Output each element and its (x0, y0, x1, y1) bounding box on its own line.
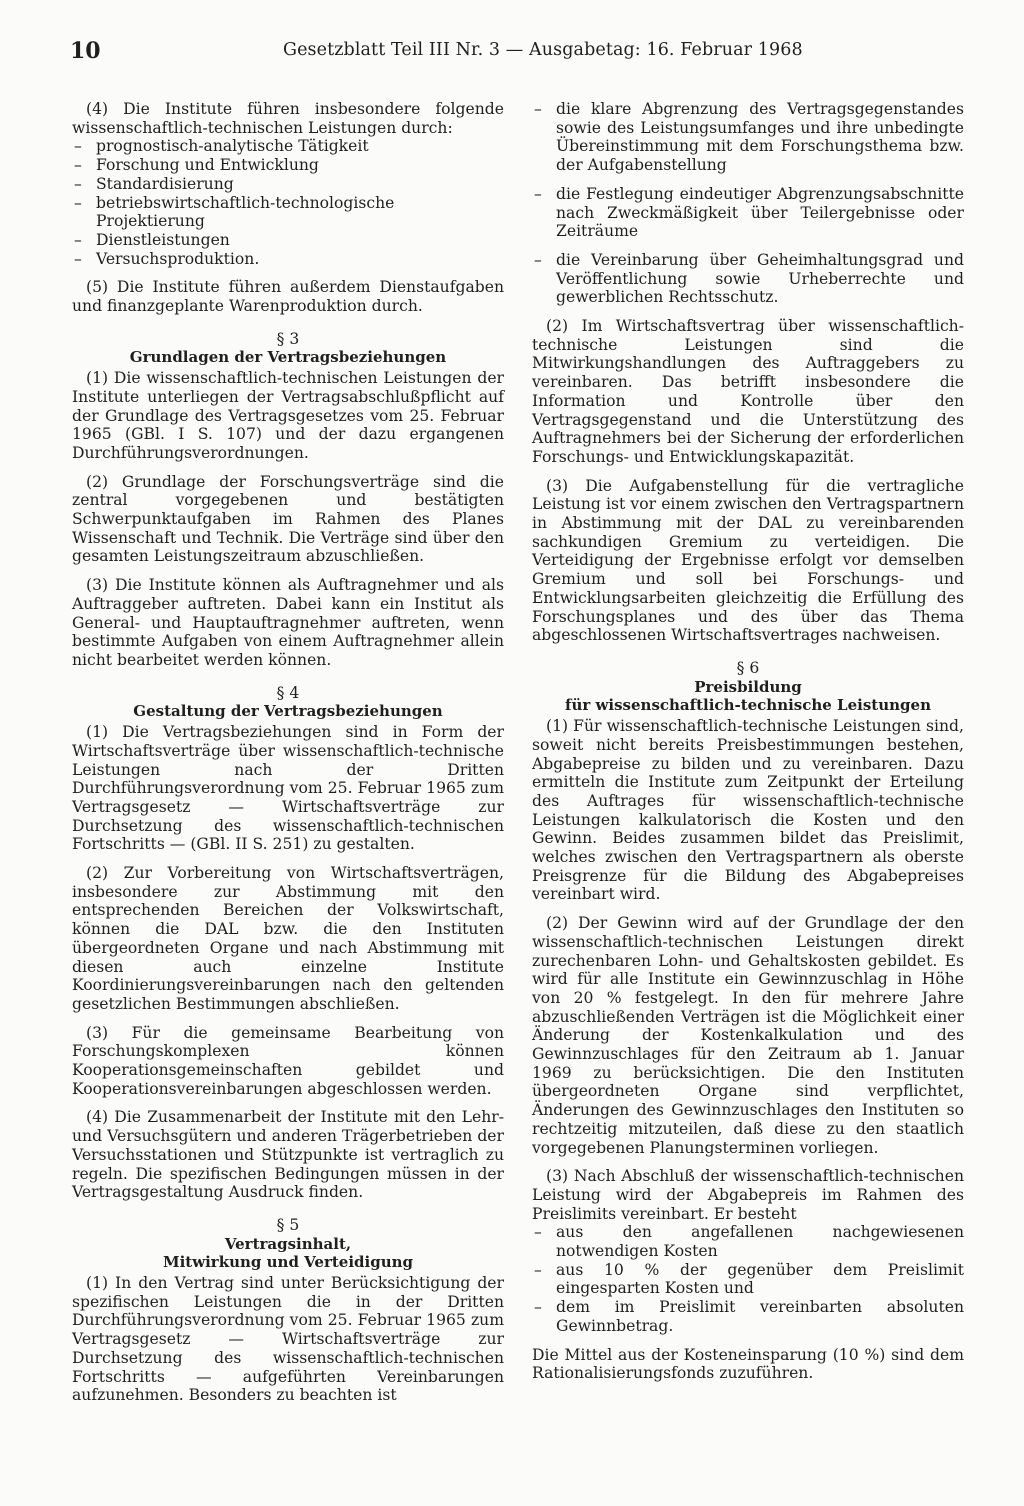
section-6-closing: Die Mittel aus der Kosteneinsparung (10 %) sind dem Rationalisierungsfonds zuzuführen. (532, 1345, 964, 1383)
section-3-title: Grundlagen der Vertragsbeziehungen (129, 348, 447, 367)
paragraph-4-intro: (4) Die Institute führen insbesondere folgende wissenschaftlich-technischen Leistungen durch: (72, 100, 504, 137)
page-header (70, 38, 970, 64)
section-6-paragraph-1: (1) Für wissenschaftlich-technische Leistungen sind, soweit nicht bereits Preisbestimmungen bestehen, Abgabepreise zu bilden und zu vereinbaren. Dazu ermitteln die Institute zum Zeitpunkt der Erteilung des Auftrages für wissenschaftlich-technische Leistungen kalkulatorisch die Kosten und den Gewinn. Beides zusammen bildet das Preislimit, welches zwischen den Vertragspartnern als oberste Preisgrenze für die Bildung des Abgabepreises vereinbart wird. (532, 717, 964, 904)
section-3-paragraph-3: (3) Die Institute können als Auftragnehmer und als Auftraggeber auftreten. Dabei kann ein Institut als General- und Hauptauftragnehmer auftreten, wenn bestimmte Aufgaben von einem Auftragnehmer allein nicht bearbeitet werden können. (72, 576, 504, 669)
list-item: – Dienstleistungen (72, 231, 504, 250)
section-5-number: § 5 (276, 1215, 300, 1234)
list-item: – Versuchsproduktion. (72, 250, 504, 269)
list-item: – die klare Abgrenzung des Vertragsgegenstandes sowie des Leistungsumfanges und ihre unbedingte Übereinstimmung mit dem Forschungsthema bzw. der Aufgabenstellung (532, 100, 964, 175)
list-item: – die Festlegung eindeutiger Abgrenzungsabschnitte nach Zweckmäßigkeit über Teilergebnisse oder Zeiträume (532, 185, 964, 241)
section-5-title-line-1: Vertragsinhalt, (224, 1234, 352, 1253)
section-6-paragraph-2: (2) Der Gewinn wird auf der Grundlage der den wissenschaftlich-technischen Leistungen direkt zurechenbaren Lohn- und Gehaltskosten gebildet. Es wird für alle Institute ein Gewinnzuschlag in Höhe von 20 % festgelegt. In den für mehrere Jahre abzuschließenden Verträgen ist die Möglichkeit einer Änderung der Kostenkalkulation und des Gewinnzuschlages für den Zeitraum ab 1. Januar 1969 zu berücksichtigen. Die den Instituten übergeordneten Organe sind verpflichtet, Änderungen des Gewinnzuschlages den Instituten so rechtzeitig mitzuteilen, daß diese zu den staatlich vorgegebenen Planungsterminen vorliegen. (532, 914, 964, 1157)
section-4-title: Gestaltung der Vertragsbeziehungen (133, 702, 443, 721)
section-5-paragraph-3: (3) Die Aufgabenstellung für die vertragliche Leistung ist vor einem zwischen den Vertragspartnern in Abstimmung mit der DAL zu vereinbarenden sachkundigen Gremium zu verteidigen. Die Verteidigung der Ergebnisse erfolgt vor demselben Gremium und soll bei Forschungs- und Entwicklungsarbeiten gleichzeitig die Erfüllung des Forschungsplanes und des über das Thema abgeschlossenen Wirtschaftsvertrages nachweisen. (532, 476, 964, 645)
contract-requirements-list (532, 100, 964, 307)
section-4-paragraph-3: (3) Für die gemeinsame Bearbeitung von Forschungskomplexen können Kooperationsgemeinschaften gebildet und Kooperationsvereinbarungen abgeschlossen werden. (72, 1023, 504, 1098)
section-4-paragraph-1: (1) Die Vertragsbeziehungen sind in Form der Wirtschaftsverträge über wissenschaftlich-technische Leistungen nach der Dritten Durchführungsverordnung vom 25. Februar 1965 zum Vertragsgesetz — Wirtschaftsverträge zur Durchsetzung des wissenschaftlich-technischen Fortschritts — (GBl. II S. 251) zu gestalten. (72, 723, 504, 854)
list-item: – betriebswirtschaftlich-technologische Projektierung (72, 194, 504, 231)
section-3-number: § 3 (276, 329, 300, 348)
section-4-number: § 4 (276, 683, 300, 702)
section-4-paragraph-2: (2) Zur Vorbereitung von Wirtschaftsverträgen, insbesondere zur Abstimmung mit den entsprechenden Bereichen der Volkswirtschaft, können die DAL bzw. die den Instituten übergeordneten Organe und nach Abstimmung mit diesen auch einzelne Institute Koordinierungsvereinbarungen nach den geltenden gesetzlichen Bestimmungen abschließen. (72, 864, 504, 1013)
running-head: Gesetzblatt Teil III Nr. 3 — Ausgabetag: 16. Februar 1968 (283, 40, 803, 60)
right-column (532, 100, 964, 1393)
page-number: 10 (70, 38, 101, 64)
section-6-number: § 6 (736, 658, 760, 677)
section-6-paragraph-3: (3) Nach Abschluß der wissenschaftlich-technischen Leistung wird der Abgabepreis im Rahmen des Preislimits vereinbart. Er besteht (532, 1167, 964, 1223)
list-item: – dem im Preislimit vereinbarten absoluten Gewinnbetrag. (532, 1298, 964, 1335)
section-6-title-line-1: Preisbildung (694, 677, 802, 696)
section-5-paragraph-2: (2) Im Wirtschaftsvertrag über wissenschaftlich-technische Leistungen sind die Mitwirkungshandlungen des Auftraggebers zu vereinbaren. Das betrifft insbesondere die Information und Kontrolle über den Vertragsgegenstand und die Unterstützung des Auftragnehmers bei der Sicherung der erforderlichen Forschungs- und Entwicklungskapazität. (532, 317, 964, 466)
list-item: – aus 10 % der gegenüber dem Preislimit eingesparten Kosten und (532, 1261, 964, 1298)
paragraph-5: (5) Die Institute führen außerdem Dienstaufgaben und finanzgeplante Warenproduktion durch. (72, 278, 504, 316)
list-item: – die Vereinbarung über Geheimhaltungsgrad und Veröffentlichung sowie Urheberrechte und gewerblichen Rechtsschutz. (532, 251, 964, 307)
left-column (72, 100, 504, 1415)
section-5-paragraph-1: (1) In den Vertrag sind unter Berücksichtigung der spezifischen Leistungen die in der Dritten Durchführungsverordnung vom 25. Februar 1965 zum Vertragsgesetz — Wirtschaftsverträge zur Durchsetzung des wissenschaftlich-technischen Fortschritts — aufgeführten Vereinbarungen aufzunehmen. Besonders zu beachten ist (72, 1274, 504, 1405)
list-item: – Forschung und Entwicklung (72, 156, 504, 175)
section-5-title-line-2: Mitwirkung und Verteidigung (162, 1253, 414, 1272)
section-3-paragraph-2: (2) Grundlage der Forschungsverträge sind die zentral vorgegebenen und bestätigten Schwerpunktaufgaben im Rahmen des Planes Wissenschaft und Technik. Die Verträge sind über den gesamten Leistungszeitraum abzuschließen. (72, 472, 504, 566)
list-item: – prognostisch-analytische Tätigkeit (72, 137, 504, 156)
activity-list (72, 137, 504, 268)
section-3-paragraph-1: (1) Die wissenschaftlich-technischen Leistungen der Institute unterliegen der Vertragsabschlußpflicht auf der Grundlage des Vertragsgesetzes vom 25. Februar 1965 (GBl. I S. 107) und der dazu ergangenen Durchführungsverordnungen. (72, 369, 504, 462)
section-4-paragraph-4: (4) Die Zusammenarbeit der Institute mit den Lehr- und Versuchsgütern und anderen Trägerbetrieben der Versuchsstationen und Stützpunkte ist vertraglich zu regeln. Die spezifischen Bedingungen müssen in der Vertragsgestaltung Ausdruck finden. (72, 1108, 504, 1202)
price-components-list (532, 1223, 964, 1335)
list-item: – Standardisierung (72, 175, 504, 194)
list-item: – aus den angefallenen nachgewiesenen notwendigen Kosten (532, 1223, 964, 1260)
section-6-title-line-2: für wissenschaftlich-technische Leistungen (565, 696, 931, 715)
